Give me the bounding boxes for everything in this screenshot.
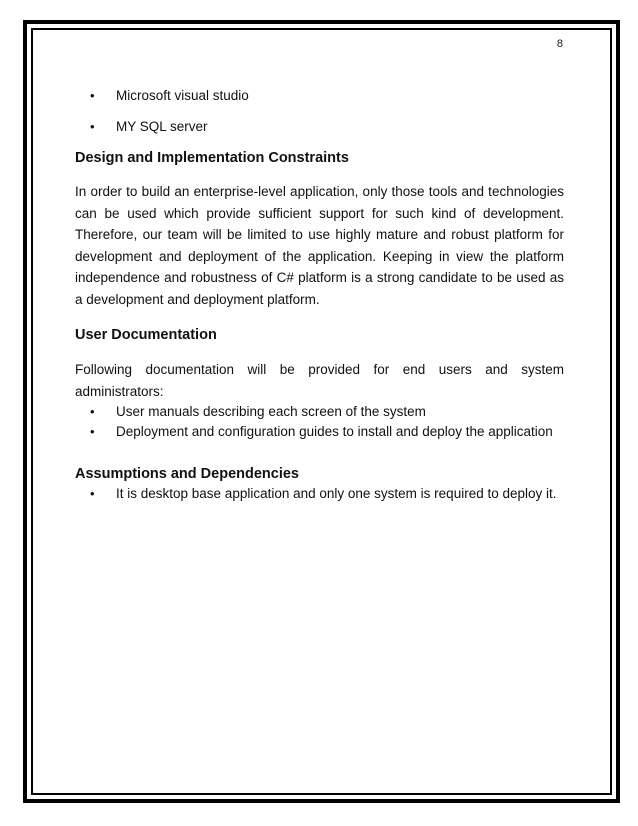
- bullet-icon: •: [90, 486, 95, 501]
- user-documentation-intro: Following documentation will be provided for end users and system administrators:: [75, 362, 564, 399]
- user-documentation-list: [75, 402, 564, 442]
- list-item-text: Deployment and configuration guides to install and deploy the application: [116, 424, 553, 439]
- page-number: 8: [556, 38, 563, 50]
- list-item: [90, 422, 564, 442]
- bullet-icon: •: [90, 119, 95, 134]
- assumptions-list: [75, 484, 564, 504]
- list-item-text: MY SQL server: [116, 119, 208, 134]
- list-item-text: User manuals describing each screen of the system: [116, 404, 426, 419]
- tools-list: [75, 86, 564, 137]
- list-item: [90, 402, 564, 422]
- section-heading-assumptions: Assumptions and Dependencies: [75, 466, 299, 482]
- page-content: [75, 86, 564, 504]
- section-heading-user-documentation: User Documentation: [75, 327, 217, 343]
- list-item: [90, 86, 564, 106]
- list-item: [90, 117, 564, 137]
- bullet-icon: •: [90, 404, 95, 419]
- list-item-text: Microsoft visual studio: [116, 88, 249, 103]
- design-constraints-paragraph: In order to build an enterprise-level application, only those tools and technologies can be used which provide sufficient support for such kind of development. Therefore, our team will be limited to use highly mature and robust platform for development and deployment of the application. Keeping in view the platform independence and robustness of C# platform is a strong candidate to be used as a development and deployment platform.: [75, 184, 564, 307]
- section-heading-design-constraints: Design and Implementation Constraints: [75, 150, 349, 166]
- bullet-icon: •: [90, 88, 95, 103]
- list-item: [90, 484, 564, 504]
- list-item-text: It is desktop base application and only one system is required to deploy it.: [116, 486, 557, 501]
- bullet-icon: •: [90, 424, 95, 439]
